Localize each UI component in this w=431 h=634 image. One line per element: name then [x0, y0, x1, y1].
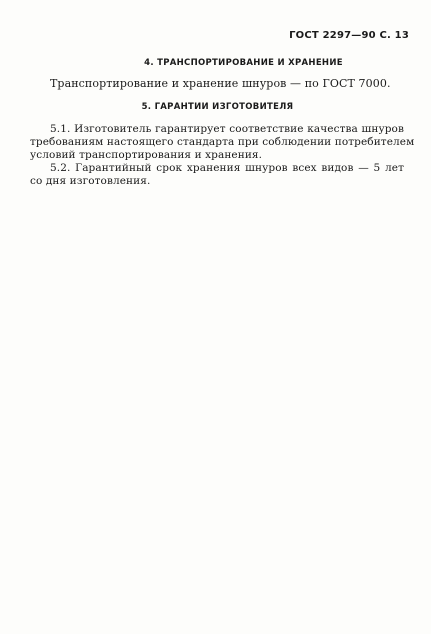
paragraph-5-1-line-1 — [50, 123, 404, 135]
paragraph-5-2-line-1-text: 5.2. Гарантийный срок хранения шнуров всех видов — 5 лет — [50, 162, 404, 174]
section-5-title: 5. ГАРАНТИИ ИЗГОТОВИТЕЛЯ — [141, 102, 294, 112]
paragraph-5-1-line-3: условий транспортирования и хранения. — [30, 149, 263, 161]
paragraph-5-1-line-2 — [30, 136, 415, 148]
paragraph-5-1-line-2-text: требованиям настоящего стандарта при соблюдении потребителем — [30, 136, 415, 148]
section-4-title: 4. ТРАНСПОРТИРОВАНИЕ И ХРАНЕНИЕ — [144, 58, 343, 68]
paragraph-5-2-line-1 — [50, 162, 404, 174]
paragraph-5-2-line-2: со дня изготовления. — [30, 175, 151, 187]
page-header: ГОСТ 2297—90 С. 13 — [289, 30, 409, 41]
paragraph-5-1-line-1-text: 5.1. Изготовитель гарантирует соответствие качества шнуров — [50, 123, 404, 135]
section-4-text: Транспортирование и хранение шнуров — по ГОСТ 7000. — [50, 77, 391, 90]
